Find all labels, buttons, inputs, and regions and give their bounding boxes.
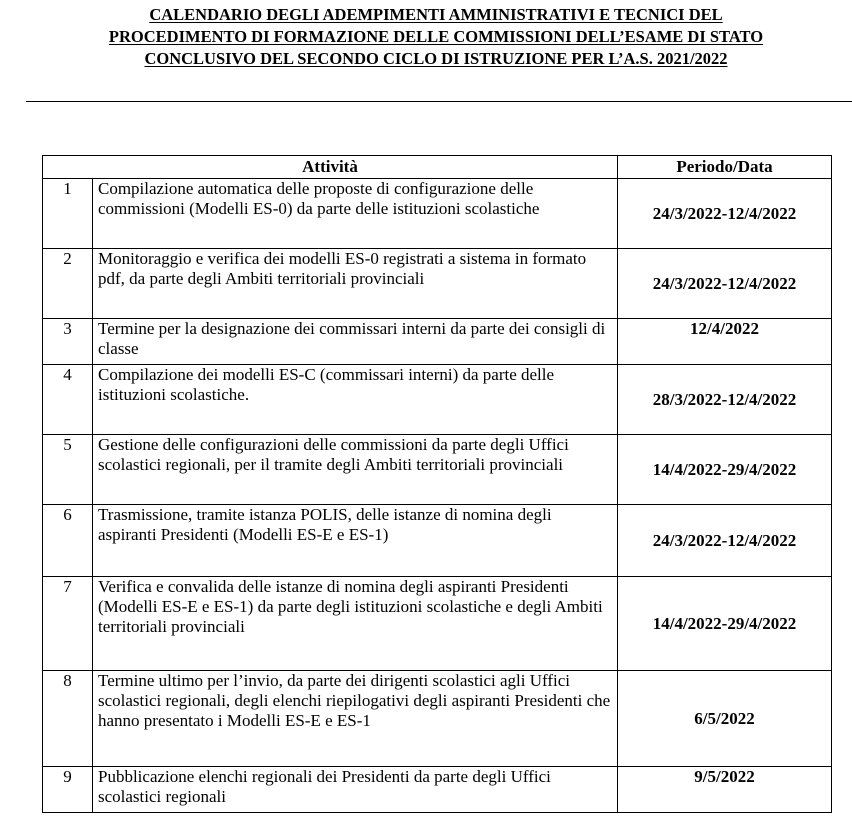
row-number: 9 [43, 767, 93, 813]
horizontal-rule [26, 101, 852, 102]
row-activity: Pubblicazione elenchi regionali dei Presidenti da parte degli Uffici scolastici regionali [93, 767, 618, 813]
row-date: 28/3/2022-12/4/2022 [618, 365, 832, 435]
table-row [43, 435, 832, 505]
row-date: 14/4/2022-29/4/2022 [618, 435, 832, 505]
header-period: Periodo/Data [618, 156, 832, 179]
row-number: 8 [43, 671, 93, 767]
row-date: 14/4/2022-29/4/2022 [618, 577, 832, 671]
row-number: 4 [43, 365, 93, 435]
row-activity: Trasmissione, tramite istanza POLIS, delle istanze di nomina degli aspiranti Presidenti (Modelli ES-E e ES-1) [93, 505, 618, 577]
table-row [43, 577, 832, 671]
table-row [43, 767, 832, 813]
table-row [43, 505, 832, 577]
table-row [43, 179, 832, 249]
row-activity: Compilazione automatica delle proposte di configurazione delle commissioni (Modelli ES-0) da parte delle istituzioni scolastiche [93, 179, 618, 249]
title-line-3: CONCLUSIVO DEL SECONDO CICLO DI ISTRUZIONE PER L’A.S. 2021/2022 [144, 49, 728, 68]
row-number: 5 [43, 435, 93, 505]
title-line-1: CALENDARIO DEGLI ADEMPIMENTI AMMINISTRATIVI E TECNICI DEL [149, 5, 723, 24]
row-number: 6 [43, 505, 93, 577]
row-number: 7 [43, 577, 93, 671]
document-title [20, 4, 852, 70]
calendar-table [42, 155, 832, 813]
row-date: 24/3/2022-12/4/2022 [618, 179, 832, 249]
row-date: 9/5/2022 [618, 767, 832, 813]
row-number: 2 [43, 249, 93, 319]
row-activity: Monitoraggio e verifica dei modelli ES-0 registrati a sistema in formato pdf, da parte degli Ambiti territoriali provinciali [93, 249, 618, 319]
table-row [43, 249, 832, 319]
row-date: 24/3/2022-12/4/2022 [618, 249, 832, 319]
row-activity: Termine per la designazione dei commissari interni da parte dei consigli di classe [93, 319, 618, 365]
row-activity: Termine ultimo per l’invio, da parte dei dirigenti scolastici agli Uffici scolastici regionali, degli elenchi riepilogativi degli aspiranti Presidenti che hanno presentato i Modelli ES-E e ES-1 [93, 671, 618, 767]
row-activity: Compilazione dei modelli ES-C (commissari interni) da parte delle istituzioni scolastiche. [93, 365, 618, 435]
row-activity: Gestione delle configurazioni delle commissioni da parte degli Uffici scolastici regionali, per il tramite degli Ambiti territoriali provinciali [93, 435, 618, 505]
title-line-2: PROCEDIMENTO DI FORMAZIONE DELLE COMMISSIONI DELL’ESAME DI STATO [108, 27, 764, 46]
table-row [43, 671, 832, 767]
row-date: 12/4/2022 [618, 319, 832, 365]
row-date: 24/3/2022-12/4/2022 [618, 505, 832, 577]
row-date: 6/5/2022 [618, 671, 832, 767]
table-row [43, 365, 832, 435]
table-header-row [43, 156, 832, 179]
header-activity: Attività [43, 156, 618, 179]
row-activity: Verifica e convalida delle istanze di nomina degli aspiranti Presidenti (Modelli ES-E e ES-1) da parte degli istituzioni scolastiche e degli Ambiti territoriali provinciali [93, 577, 618, 671]
row-number: 1 [43, 179, 93, 249]
table-row [43, 319, 832, 365]
row-number: 3 [43, 319, 93, 365]
